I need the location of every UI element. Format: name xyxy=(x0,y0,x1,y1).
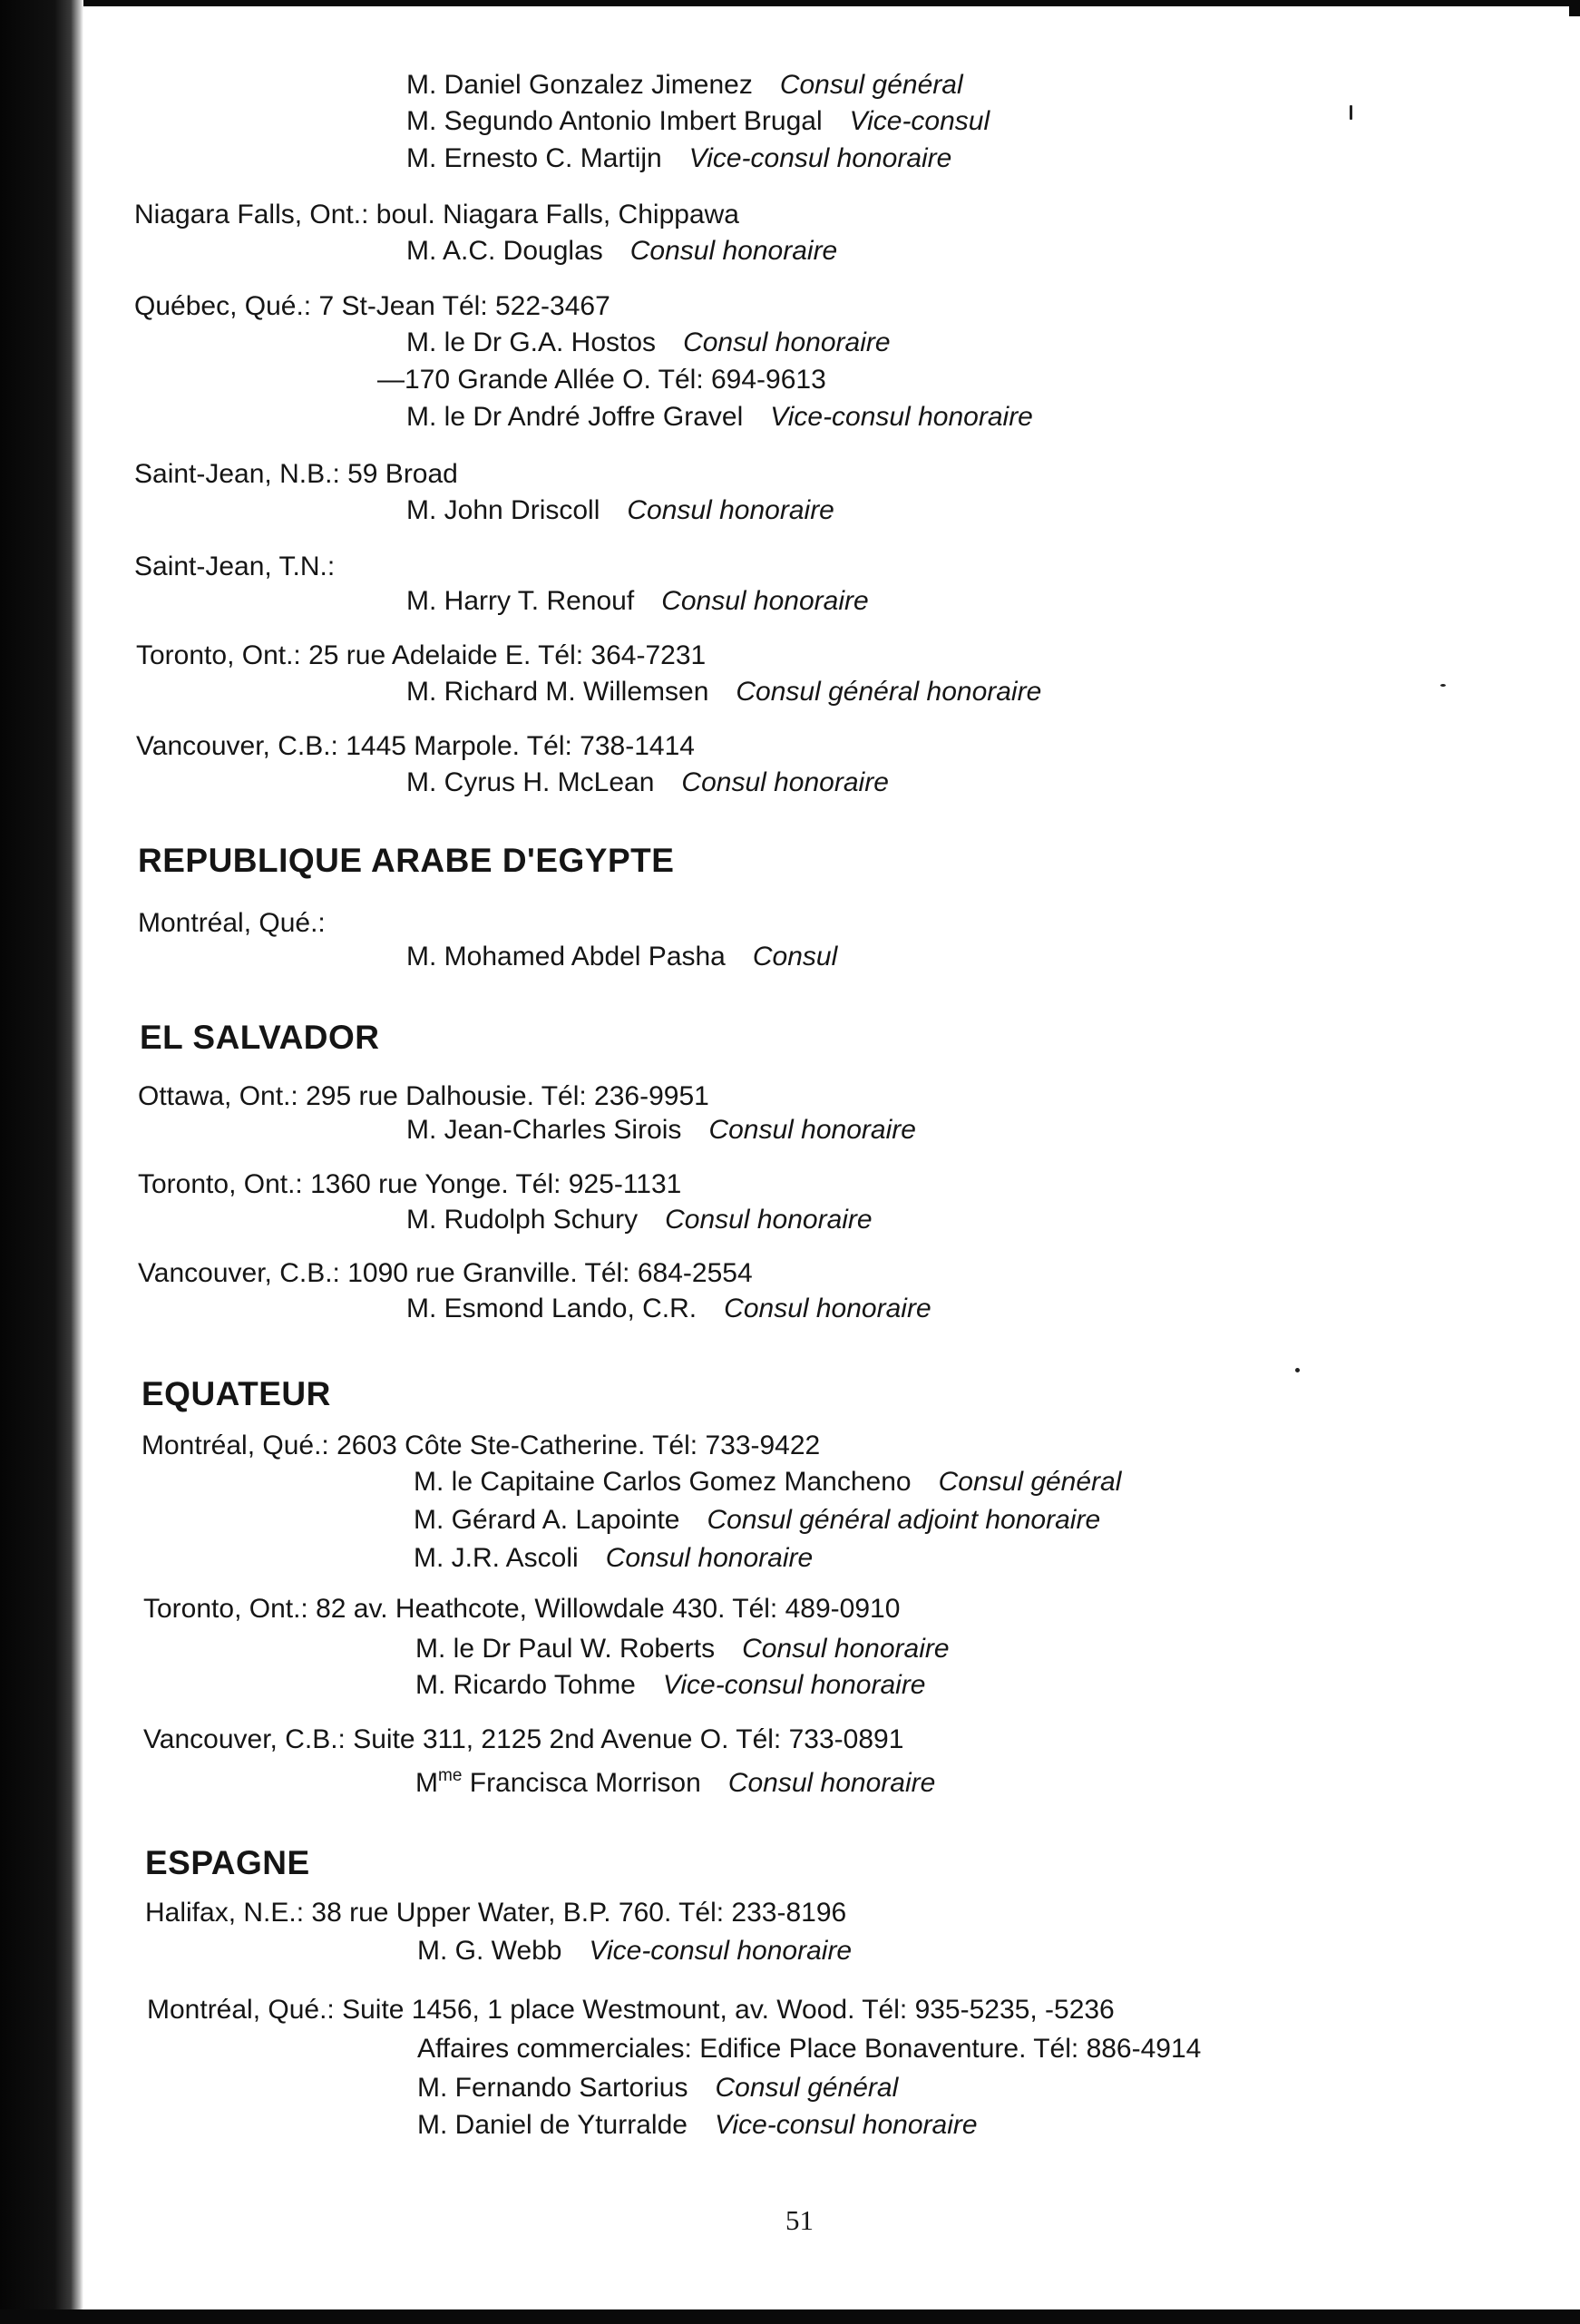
city-address: Saint-Jean, N.B.: 59 Broad xyxy=(134,459,458,489)
list-item xyxy=(406,401,1033,434)
list-item xyxy=(406,235,837,268)
person-role: Consul honoraire xyxy=(681,767,889,797)
person-role: Vice-consul honoraire xyxy=(662,1670,926,1700)
city-address: Saint-Jean, T.N.: xyxy=(134,552,336,581)
list-item xyxy=(414,1466,1121,1499)
person-name: M. Esmond Lando, C.R. xyxy=(406,1294,697,1323)
person-name: M. A.C. Douglas xyxy=(406,236,603,266)
list-item xyxy=(415,1633,950,1665)
person-role: Consul honoraire xyxy=(727,1768,936,1798)
person-role: Consul général xyxy=(779,70,963,100)
list-item xyxy=(406,1204,873,1236)
scan-edge-top xyxy=(83,0,1580,6)
list-item xyxy=(406,142,951,175)
person-role: Vice-consul honoraire xyxy=(589,1936,853,1966)
person-name: M. le Dr André Joffre Gravel xyxy=(406,402,744,432)
list-item xyxy=(417,2072,898,2104)
list-item xyxy=(406,327,891,359)
list-item xyxy=(406,676,1041,708)
person-role: Vice-consul honoraire xyxy=(714,2110,978,2140)
person-name: M. Fernando Sartorius xyxy=(417,2073,688,2103)
city-address: Halifax, N.E.: 38 rue Upper Water, B.P. 760. Tél: 233-8196 xyxy=(145,1898,847,1928)
list-item xyxy=(406,105,990,138)
person-role: Consul xyxy=(752,942,838,972)
list-item xyxy=(406,1114,916,1147)
person-role: Consul général adjoint honoraire xyxy=(707,1505,1101,1535)
person-name: M. Daniel de Yturralde xyxy=(417,2110,688,2140)
person-name: M. le Dr Paul W. Roberts xyxy=(415,1634,716,1664)
city-address: Toronto, Ont.: 82 av. Heathcote, Willowdale 430. Tél: 489-0910 xyxy=(143,1594,901,1624)
list-item xyxy=(406,494,834,527)
honorific-superscript: me xyxy=(438,1766,463,1785)
city-address: Vancouver, C.B.: 1445 Marpole. Tél: 738-1414 xyxy=(136,731,695,761)
person-name: M. Ricardo Tohme xyxy=(415,1670,636,1700)
person-name: M. Segundo Antonio Imbert Brugal xyxy=(406,106,823,136)
list-item xyxy=(415,1669,926,1702)
person-name: M. Mohamed Abdel Pasha xyxy=(406,942,726,972)
person-role: Consul honoraire xyxy=(661,586,869,616)
scan-edge-corner xyxy=(1569,0,1580,16)
scan-edge-left xyxy=(0,0,83,2324)
list-item xyxy=(406,941,837,973)
address-line: Affaires commerciales: Edifice Place Bonaventure. Tél: 886-4914 xyxy=(417,2034,1202,2064)
list-item xyxy=(406,69,963,102)
person-role: Consul général xyxy=(938,1467,1122,1497)
person-name: M. Jean-Charles Sirois xyxy=(406,1115,682,1145)
city-address: Montréal, Qué.: 2603 Côte Ste-Catherine. Tél: 733-9422 xyxy=(141,1431,821,1460)
city-address: Vancouver, C.B.: Suite 311, 2125 2nd Avenue O. Tél: 733-0891 xyxy=(143,1724,904,1754)
person-role: Vice-consul honoraire xyxy=(770,402,1033,432)
person-role: Consul honoraire xyxy=(605,1543,814,1573)
person-role: Vice-consul honoraire xyxy=(688,143,952,173)
list-item xyxy=(417,1935,852,1968)
person-role: Consul général honoraire xyxy=(736,677,1042,707)
person-role: Consul honoraire xyxy=(665,1205,873,1235)
list-item xyxy=(414,1542,813,1575)
list-item xyxy=(414,1504,1100,1537)
person-role: Consul général xyxy=(715,2073,899,2103)
list-item xyxy=(415,1760,935,1800)
section-heading: ESPAGNE xyxy=(145,1844,310,1881)
city-address: Toronto, Ont.: 25 rue Adelaide E. Tél: 364-7231 xyxy=(136,640,707,670)
section-heading: EL SALVADOR xyxy=(140,1019,380,1056)
list-item xyxy=(406,1293,931,1325)
person-name: M. le Capitaine Carlos Gomez Mancheno xyxy=(414,1467,912,1497)
city-address: Montréal, Qué.: xyxy=(138,908,326,938)
person-role: Consul honoraire xyxy=(742,1634,950,1664)
person-role: Consul honoraire xyxy=(683,327,891,357)
city-address: Niagara Falls, Ont.: boul. Niagara Falls, Chippawa xyxy=(134,200,739,229)
scan-edge-bottom xyxy=(0,2309,1580,2324)
person-name-rest: Francisca Morrison xyxy=(462,1768,701,1798)
city-address: Ottawa, Ont.: 295 rue Dalhousie. Tél: 236-9951 xyxy=(138,1081,709,1111)
list-item xyxy=(406,585,869,618)
person-name: M. Daniel Gonzalez Jimenez xyxy=(406,70,753,100)
person-name: M. Harry T. Renouf xyxy=(406,586,635,616)
section-heading: REPUBLIQUE ARABE D'EGYPTE xyxy=(138,842,675,879)
person-name: M. Richard M. Willemsen xyxy=(406,677,709,707)
list-item xyxy=(406,767,889,799)
person-name: M. Gérard A. Lapointe xyxy=(414,1505,680,1535)
scan-speck xyxy=(1350,105,1352,120)
person-name xyxy=(415,1768,701,1798)
scan-speck xyxy=(1440,684,1446,687)
section-heading: EQUATEUR xyxy=(141,1375,331,1412)
person-name: M. G. Webb xyxy=(417,1936,562,1966)
city-address: Vancouver, C.B.: 1090 rue Granville. Tél: 684-2554 xyxy=(138,1258,753,1288)
person-role: Consul honoraire xyxy=(708,1115,916,1145)
person-name: M. Cyrus H. McLean xyxy=(406,767,655,797)
person-role: Vice-consul xyxy=(849,106,990,136)
person-role: Consul honoraire xyxy=(629,236,838,266)
honorific: M xyxy=(415,1768,438,1798)
person-name: M. John Driscoll xyxy=(406,495,600,525)
scan-speck xyxy=(1295,1368,1300,1372)
person-name: M. Ernesto C. Martijn xyxy=(406,143,662,173)
person-role: Consul honoraire xyxy=(724,1294,931,1323)
person-name: M. Rudolph Schury xyxy=(406,1205,639,1235)
page-number: 51 xyxy=(785,2204,814,2236)
person-name: M. J.R. Ascoli xyxy=(414,1543,579,1573)
address-line: —170 Grande Allée O. Tél: 694-9613 xyxy=(377,365,826,395)
person-role: Consul honoraire xyxy=(627,495,834,525)
city-address: Montréal, Qué.: Suite 1456, 1 place Westmount, av. Wood. Tél: 935-5235, -5236 xyxy=(147,1995,1115,2025)
city-address: Toronto, Ont.: 1360 rue Yonge. Tél: 925-1131 xyxy=(138,1169,682,1199)
city-address: Québec, Qué.: 7 St-Jean Tél: 522-3467 xyxy=(134,291,610,321)
person-name: M. le Dr G.A. Hostos xyxy=(406,327,657,357)
list-item xyxy=(417,2109,978,2142)
